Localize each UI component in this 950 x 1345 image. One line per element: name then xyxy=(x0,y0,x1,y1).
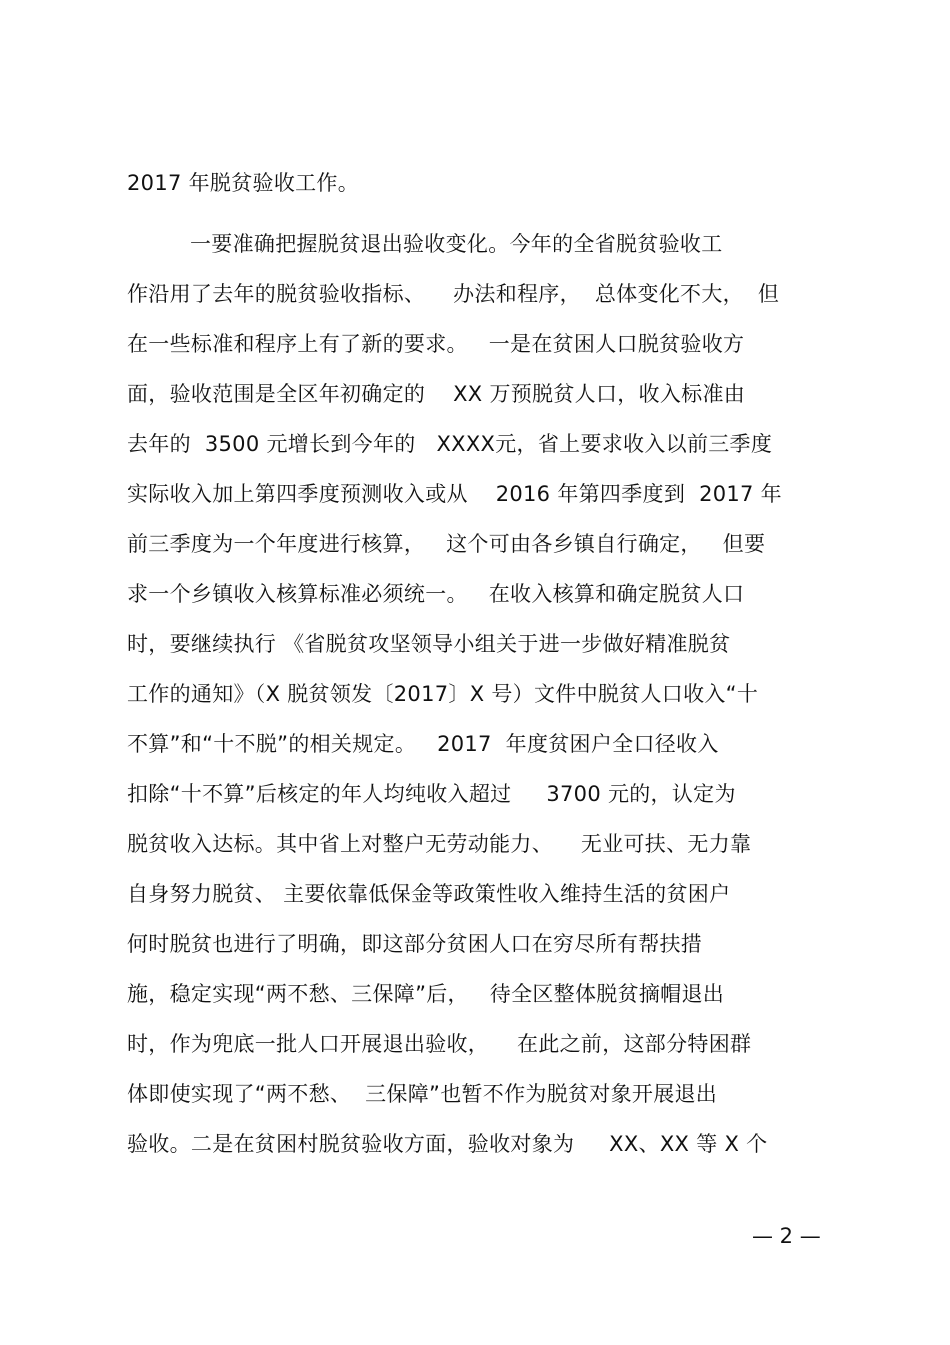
text-line: 作沿用了去年的脱贫验收指标、 办法和程序， 总体变化不大， 但 xyxy=(127,282,780,306)
text-line: 工作的通知》（X 脱贫领发〔2017〕X 号）文件中脱贫人口收入“十 xyxy=(127,682,759,706)
text-line: 时，要继续执行 《省脱贫攻坚领导小组关于进一步做好精准脱贫 xyxy=(127,632,731,656)
text-line: 在一些标准和程序上有了新的要求。 一是在贫困人口脱贫验收方 xyxy=(127,332,745,356)
text-line: 体即使实现了“两不愁、 三保障”也暂不作为脱贫对象开展退出 xyxy=(127,1082,718,1106)
text-line: 何时脱贫也进行了明确，即这部分贫困人口在穷尽所有帮扶措 xyxy=(127,932,703,956)
text-line: 前三季度为一个年度进行核算， 这个可由各乡镇自行确定， 但要 xyxy=(127,532,766,556)
text-line: 自身努力脱贫、 主要依靠低保金等政策性收入维持生活的贫困户 xyxy=(127,882,731,906)
text-line: 去年的 3500 元增长到今年的 XXXX元，省上要求收入以前三季度 xyxy=(127,432,773,456)
text-line: 时，作为兜底一批人口开展退出验收， 在此之前，这部分特困群 xyxy=(127,1032,752,1056)
text-line: 一要准确把握脱贫退出验收变化。今年的全省脱贫验收工 xyxy=(190,232,723,256)
text-line: 实际收入加上第四季度预测收入或从 2016 年第四季度到 2017 年 xyxy=(127,482,782,506)
text-line: 脱贫收入达标。其中省上对整户无劳动能力、 无业可扶、无力靠 xyxy=(127,832,752,856)
text-line: 2017 年脱贫验收工作。 xyxy=(127,171,360,195)
text-line: 不算”和“十不脱”的相关规定。 2017 年度贫困户全口径收入 xyxy=(127,732,719,756)
text-line: 面，验收范围是全区年初确定的 XX 万预脱贫人口，收入标准由 xyxy=(127,382,746,406)
text-line: 验收。二是在贫困村脱贫验收方面，验收对象为 XX、XX 等 X 个 xyxy=(127,1132,768,1156)
page-number: — 2 — xyxy=(752,1224,821,1248)
text-line: 扣除“十不算”后核定的年人均纯收入超过 3700 元的，认定为 xyxy=(127,782,736,806)
text-line: 求一个乡镇收入核算标准必须统一。 在收入核算和确定脱贫人口 xyxy=(127,582,745,606)
text-line: 施，稳定实现“两不愁、三保障”后， 待全区整体脱贫摘帽退出 xyxy=(127,982,725,1006)
